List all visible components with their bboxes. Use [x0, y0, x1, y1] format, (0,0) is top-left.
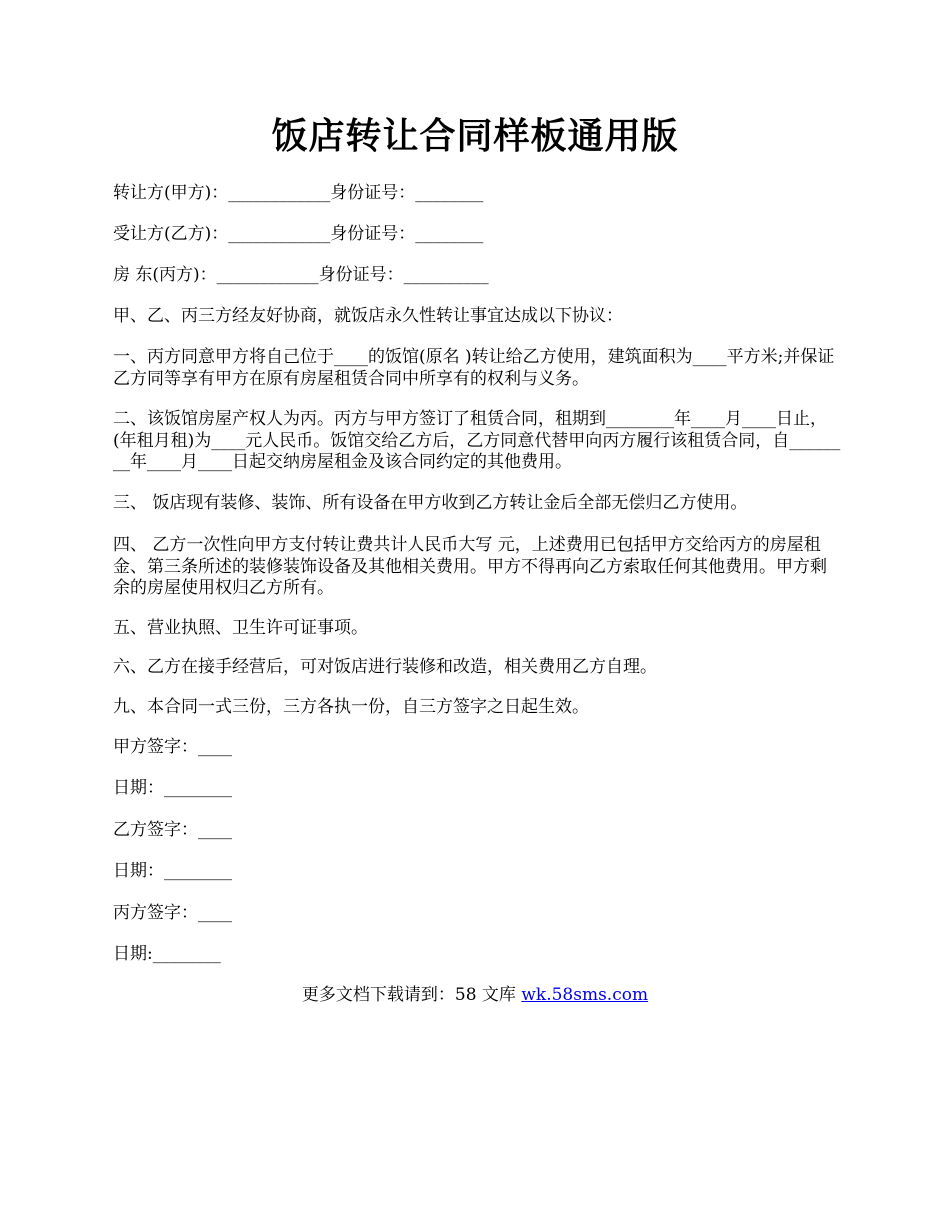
party-a-line: 转让方(甲方)：____________身份证号：________: [113, 183, 484, 203]
party-c-line: 房 东(丙方)：____________身份证号：__________: [113, 265, 489, 285]
party-a-signature: 甲方签字：____: [113, 737, 232, 757]
footer: [0, 984, 950, 1006]
clause-2: 二、该饭馆房屋产权人为丙。丙方与甲方签订了租赁合同，租期到________年____月____日止，(年租月租)为____元人民币。饭馆交给乙方后，乙方同意代替甲向丙方履行该租赁合同，自________年____月____日起交纳房屋租金及该合同约定的其他费用。: [113, 409, 841, 472]
clause-1: 一、丙方同意甲方将自己位于____的饭馆(原名 )转让给乙方使用，建筑面积为____平方米;并保证乙方同等享有甲方在原有房屋租赁合同中所享有的权利与义务。: [113, 347, 835, 389]
clause-5: 五、营业执照、卫生许可证事项。: [113, 618, 368, 638]
clause-4: 四、 乙方一次性向甲方支付转让费共计人民币大写 元，上述费用已包括甲方交给丙方的房屋租金、第三条所述的装修装饰设备及其他相关费用。甲方不得再向乙方索取任何其他费用。甲方剩余的房屋使用权归乙方所有。: [113, 535, 827, 598]
party-c-date: 日期:________: [113, 944, 221, 964]
footer-link[interactable]: wk.58sms.com: [521, 985, 649, 1005]
clause-3: 三、 饭店现有装修、装饰、所有设备在甲方收到乙方转让金后全部无偿归乙方使用。: [113, 493, 748, 513]
party-b-signature: 乙方签字：____: [113, 820, 232, 840]
agreement-intro: 甲、乙、丙三方经友好协商，就饭店永久性转让事宜达成以下协议：: [113, 306, 623, 326]
clause-6: 六、乙方在接手经营后，可对饭店进行装修和改造，相关费用乙方自理。: [113, 657, 657, 677]
footer-text: 更多文档下载请到：58 文库: [301, 985, 522, 1005]
party-c-signature: 丙方签字：____: [113, 903, 232, 923]
party-a-date: 日期：________: [113, 778, 232, 798]
document-title: 饭店转让合同样板通用版: [271, 115, 679, 157]
clause-9: 九、本合同一式三份，三方各执一份，自三方签字之日起生效。: [113, 697, 589, 717]
party-b-date: 日期：________: [113, 861, 232, 881]
party-b-line: 受让方(乙方)：____________身份证号：________: [113, 224, 484, 244]
